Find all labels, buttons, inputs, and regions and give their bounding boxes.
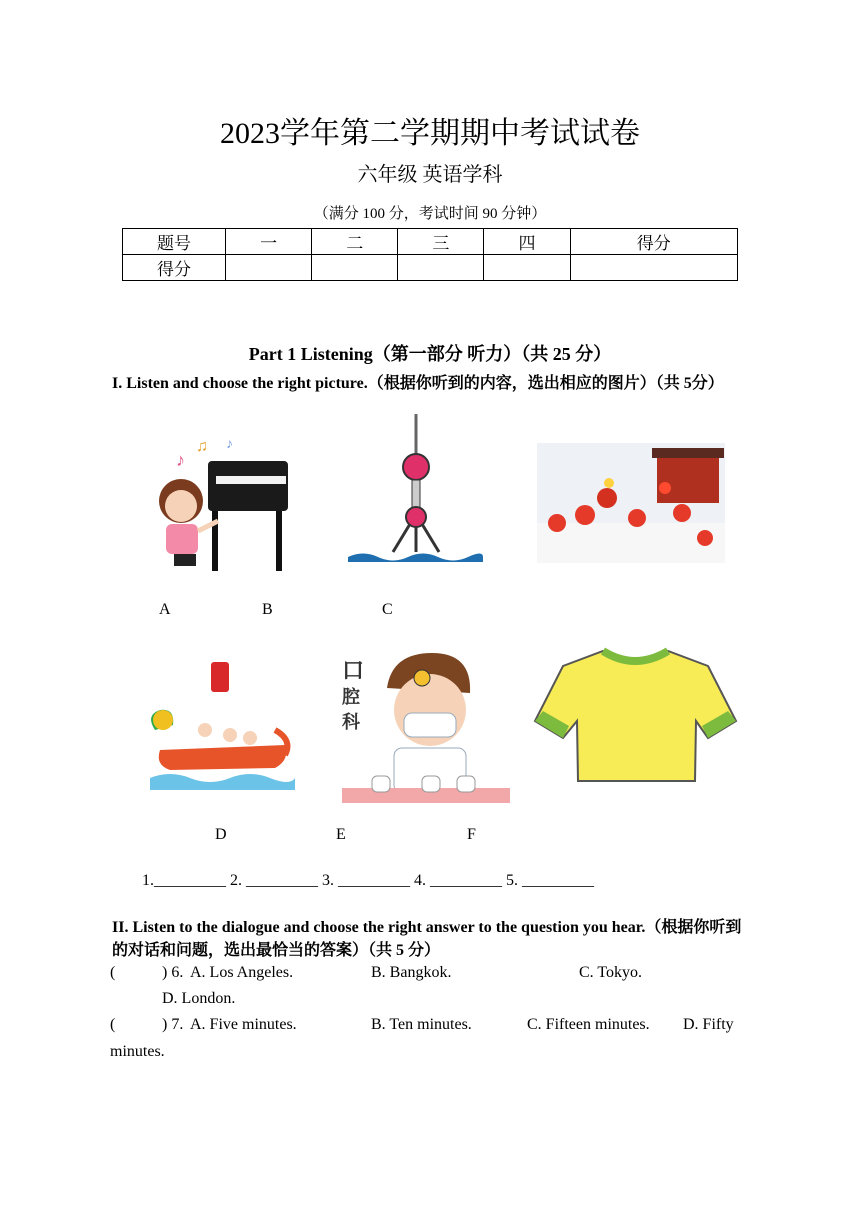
- score-cell[interactable]: [312, 255, 398, 281]
- score-row-label: 得分: [123, 255, 226, 281]
- svg-text:科: 科: [342, 712, 360, 733]
- q7-option-c[interactable]: C. Fifteen minutes.: [527, 1016, 650, 1033]
- q6-number: ) 6.: [162, 964, 184, 981]
- answer-blanks[interactable]: 1._________ 2. _________ 3. _________ 4. _________ 5. _________: [142, 872, 594, 889]
- q7-open-bracket: (: [110, 1016, 116, 1033]
- svg-text:♪: ♪: [226, 437, 233, 452]
- q7-option-b[interactable]: B. Ten minutes.: [371, 1016, 472, 1033]
- q7-option-a[interactable]: A. Five minutes.: [190, 1016, 297, 1033]
- tv-tower-icon: [348, 412, 483, 567]
- picture-label-a: A: [159, 601, 171, 618]
- section2-title: II. Listen to the dialogue and choose the right answer to the question you hear.（根据你听到的对话和问题，选出最恰当的答案）（共 5 分）: [112, 919, 742, 959]
- score-header-cell: 四: [484, 229, 570, 255]
- q6-option-d[interactable]: D. London.: [162, 990, 236, 1007]
- q6-option-c[interactable]: C. Tokyo.: [579, 964, 643, 981]
- score-cell[interactable]: [570, 255, 738, 281]
- picture-label-c: C: [382, 601, 393, 618]
- svg-text:♫: ♫: [196, 438, 208, 455]
- picture-label-e: E: [336, 826, 346, 843]
- score-header-cell: 得分: [570, 229, 738, 255]
- spring-festival-icon: [537, 443, 725, 563]
- dentist-icon: [342, 648, 510, 803]
- svg-text:腔: 腔: [342, 687, 360, 708]
- picture-label-d: D: [215, 826, 227, 843]
- part1-title: Part 1 Listening（第一部分 听力）（共 25 分）: [248, 344, 612, 364]
- piano-girl-icon: [146, 426, 291, 576]
- q6-option-a[interactable]: A. Los Angeles.: [190, 964, 294, 981]
- t-shirt-icon: [533, 646, 738, 786]
- score-cell[interactable]: [484, 255, 570, 281]
- dragon-boat-icon: [145, 660, 295, 795]
- score-table-header-row: [123, 229, 738, 255]
- score-header-cell: 题号: [123, 229, 226, 255]
- exam-title: 2023学年第二学期期中考试试卷: [220, 117, 640, 150]
- exam-note: （满分 100 分，考试时间 90 分钟）: [313, 206, 547, 222]
- score-table: [122, 228, 738, 281]
- score-cell[interactable]: [226, 255, 312, 281]
- score-table-score-row: [123, 255, 738, 281]
- section1-title: I. Listen and choose the right picture.（根据你听到的内容，选出相应的图片）（共 5分）: [112, 375, 724, 392]
- picture-label-f: F: [467, 826, 476, 843]
- score-header-cell: 三: [398, 229, 484, 255]
- q7-number: ) 7.: [162, 1016, 184, 1033]
- exam-subtitle: 六年级 英语学科: [357, 164, 503, 186]
- svg-text:♪: ♪: [176, 450, 185, 470]
- score-header-cell: 一: [226, 229, 312, 255]
- picture-label-b: B: [262, 601, 273, 618]
- score-cell[interactable]: [398, 255, 484, 281]
- q7-option-d[interactable]: D. Fifty: [683, 1016, 734, 1033]
- q7-option-d-continued: minutes.: [110, 1043, 165, 1060]
- svg-text:口: 口: [342, 659, 365, 684]
- q6-open-bracket: (: [110, 964, 116, 981]
- q6-option-b[interactable]: B. Bangkok.: [371, 964, 452, 981]
- score-header-cell: 二: [312, 229, 398, 255]
